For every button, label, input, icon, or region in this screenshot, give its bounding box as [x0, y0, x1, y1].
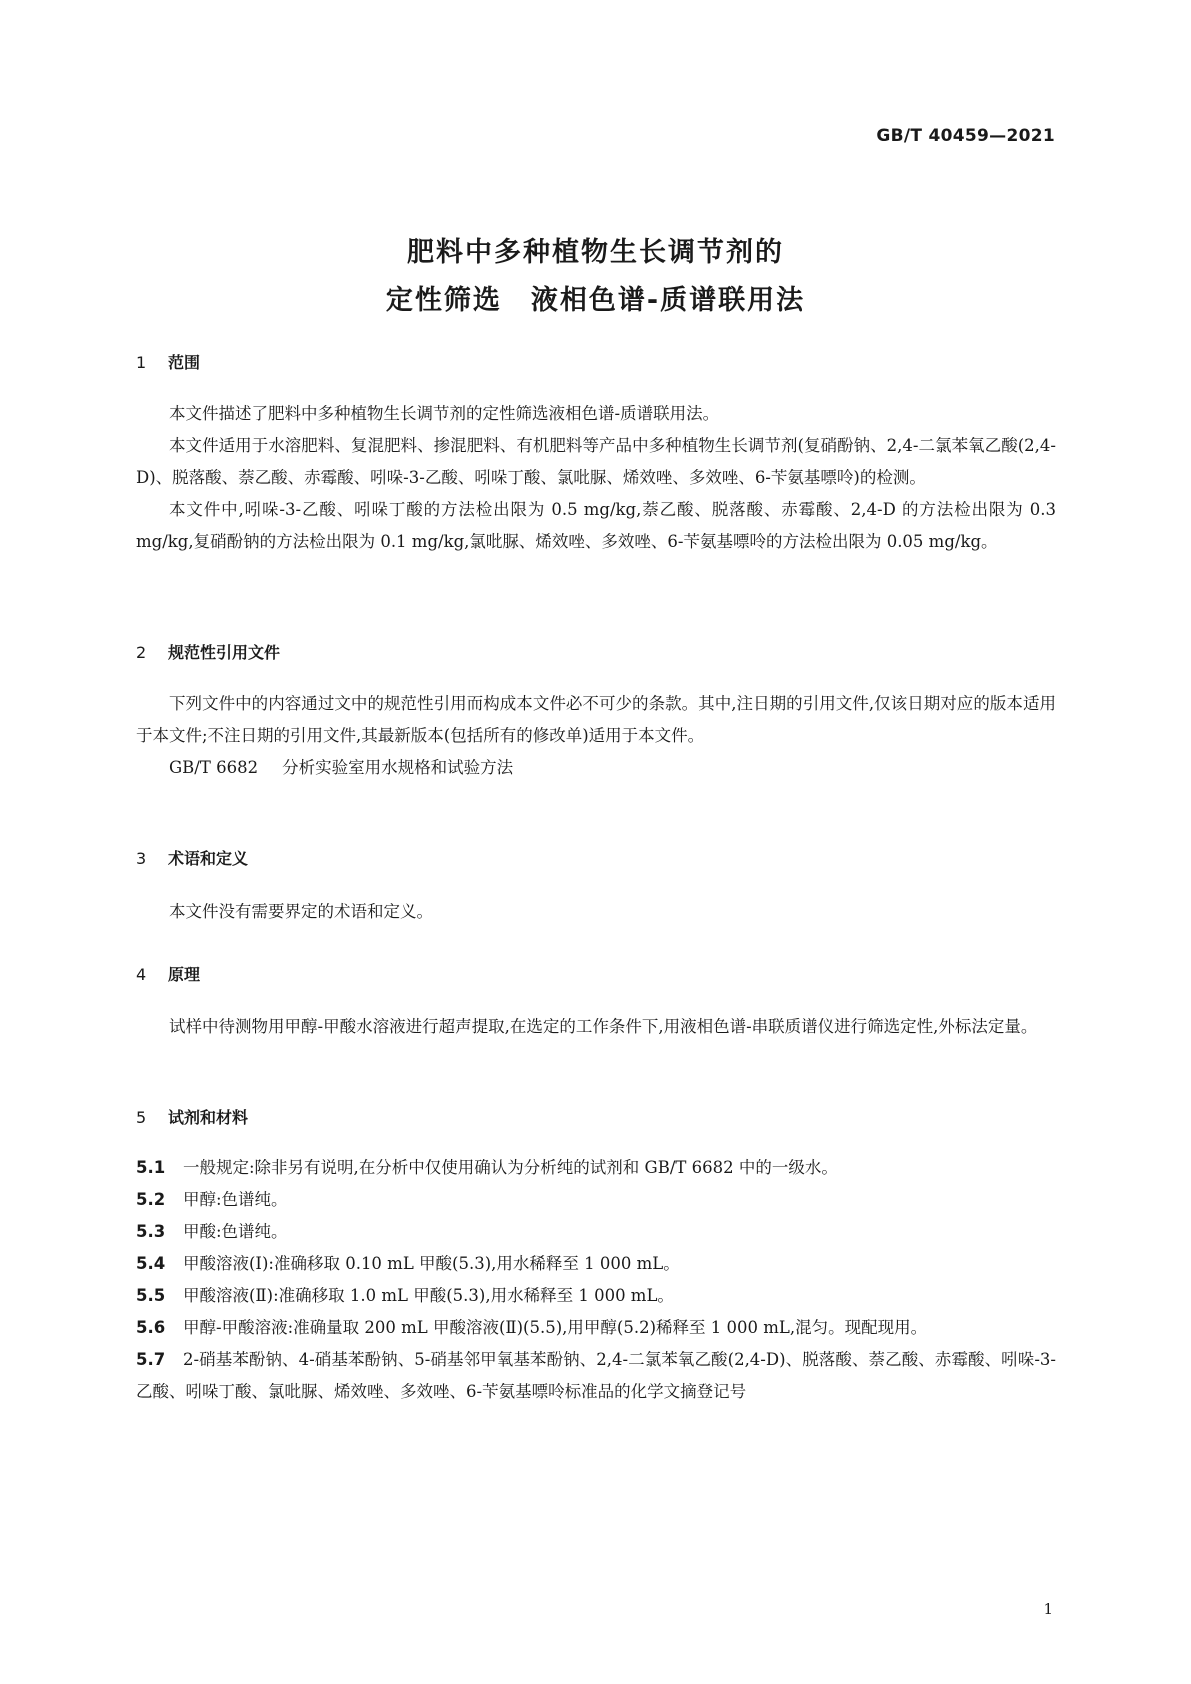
section-5-items — [136, 1152, 1056, 1408]
section-number: 2 — [136, 643, 147, 662]
section-title: 原理 — [168, 965, 201, 984]
section-heading-5 — [136, 1105, 248, 1128]
clause-number: 5.5 — [136, 1286, 166, 1305]
clause-text: 甲酸溶液(Ⅰ):准确移取 0.10 mL 甲酸(5.3),用水稀释至 1 000 mL。 — [183, 1254, 680, 1273]
section-heading-4 — [136, 962, 200, 985]
standard-number: GB/T 40459—2021 — [876, 126, 1055, 146]
clause-text: 甲醇:色谱纯。 — [183, 1190, 288, 1209]
reference-code: GB/T 6682 — [169, 758, 259, 777]
document-title-line2: 定性筛选 液相色谱-质谱联用法 — [385, 285, 806, 316]
clause-item — [136, 1344, 1056, 1408]
clause-item — [136, 1184, 1056, 1216]
clause-text: 2-硝基苯酚钠、4-硝基苯酚钠、5-硝基邻甲氧基苯酚钠、2,4-二氯苯氧乙酸(2,4-D)、脱落酸、萘乙酸、赤霉酸、吲哚-3-乙酸、吲哚丁酸、氯吡脲、烯效唑、多效唑、6-苄氨基嘌呤标准品的化学文摘登记号 — [136, 1350, 1056, 1401]
paragraph: 本文件没有需要界定的术语和定义。 — [169, 902, 433, 921]
clause-number: 5.4 — [136, 1254, 166, 1273]
clause-text: 甲酸:色谱纯。 — [183, 1222, 288, 1241]
section-heading-1 — [136, 350, 200, 373]
clause-number: 5.1 — [136, 1158, 166, 1177]
reference-title: 分析实验室用水规格和试验方法 — [282, 758, 514, 777]
section-heading-3 — [136, 846, 248, 869]
section-title: 术语和定义 — [168, 849, 249, 868]
clause-text: 甲醇-甲酸溶液:准确量取 200 mL 甲酸溶液(Ⅱ)(5.5),用甲醇(5.2)稀释至 1 000 mL,混匀。现配现用。 — [183, 1318, 928, 1337]
section-number: 5 — [136, 1108, 147, 1127]
clause-item — [136, 1152, 1056, 1184]
paragraph: 本文件适用于水溶肥料、复混肥料、掺混肥料、有机肥料等产品中多种植物生长调节剂(复硝酚钠、2,4-二氯苯氧乙酸(2,4-D)、脱落酸、萘乙酸、赤霉酸、吲哚-3-乙酸、吲哚丁酸、氯吡脲、烯效唑、多效唑、6-苄氨基嘌呤)的检测。 — [136, 436, 1056, 487]
clause-item — [136, 1216, 1056, 1248]
paragraph: 试样中待测物用甲醇-甲酸水溶液进行超声提取,在选定的工作条件下,用液相色谱-串联质谱仪进行筛选定性,外标法定量。 — [169, 1017, 1038, 1036]
clause-number: 5.3 — [136, 1222, 166, 1241]
clause-text: 一般规定:除非另有说明,在分析中仅使用确认为分析纯的试剂和 GB/T 6682 中的一级水。 — [183, 1158, 838, 1177]
section-number: 4 — [136, 965, 147, 984]
section-3-body — [136, 896, 1056, 928]
clause-number: 5.7 — [136, 1350, 166, 1369]
section-2-body — [136, 688, 1056, 784]
document-title-line1: 肥料中多种植物生长调节剂的 — [407, 237, 784, 268]
section-title: 范围 — [168, 353, 201, 372]
clause-number: 5.6 — [136, 1318, 166, 1337]
normative-reference — [136, 752, 1056, 784]
clause-number: 5.2 — [136, 1190, 166, 1209]
paragraph: 本文件描述了肥料中多种植物生长调节剂的定性筛选液相色谱-质谱联用法。 — [169, 404, 720, 423]
section-number: 1 — [136, 353, 147, 372]
section-1-body — [136, 398, 1056, 558]
paragraph: 本文件中,吲哚-3-乙酸、吲哚丁酸的方法检出限为 0.5 mg/kg,萘乙酸、脱落酸、赤霉酸、2,4-D 的方法检出限为 0.3 mg/kg,复硝酚钠的方法检出限为 0.1 mg/kg,氯吡脲、烯效唑、多效唑、6-苄氨基嘌呤的方法检出限为 0.05 mg/kg。 — [136, 500, 1056, 551]
section-title: 试剂和材料 — [168, 1108, 249, 1127]
clause-item — [136, 1280, 1056, 1312]
section-4-body — [136, 1011, 1056, 1043]
clause-item — [136, 1248, 1056, 1280]
section-heading-2 — [136, 640, 280, 663]
page-number: 1 — [1043, 1600, 1053, 1618]
paragraph: 下列文件中的内容通过文中的规范性引用而构成本文件必不可少的条款。其中,注日期的引用文件,仅该日期对应的版本适用于本文件;不注日期的引用文件,其最新版本(包括所有的修改单)适用于本文件。 — [136, 694, 1056, 745]
section-number: 3 — [136, 849, 147, 868]
clause-text: 甲酸溶液(Ⅱ):准确移取 1.0 mL 甲酸(5.3),用水稀释至 1 000 mL。 — [183, 1286, 674, 1305]
section-title: 规范性引用文件 — [168, 643, 281, 662]
clause-item — [136, 1312, 1056, 1344]
